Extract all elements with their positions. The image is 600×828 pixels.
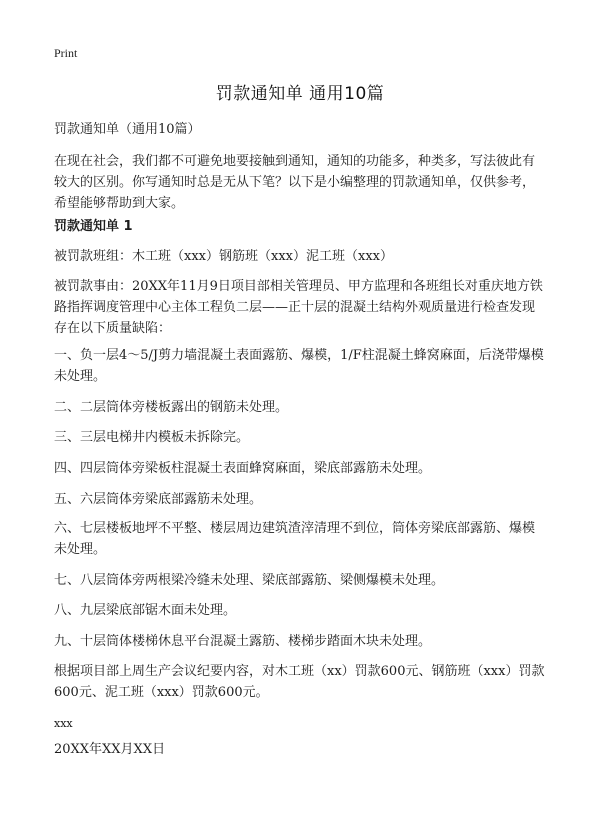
intro-paragraph: 在现在社会，我们都不可避免地要接触到通知，通知的功能多，种类多，写法彼此有较大的区别。你写通知时总是无从下笔？以下是小编整理的罚款通知单，仅供参考，希望能够帮助到大家。: [54, 154, 536, 211]
defect-item: 八、九层梁底部锯木面未处理。: [54, 603, 237, 618]
signature: xxx: [54, 717, 73, 730]
document-date: 20XX年XX月XX日: [54, 742, 166, 757]
penalized-teams: 被罚款班组：木工班（xxx）钢筋班（xxx）泥工班（xxx）: [54, 249, 393, 264]
print-label[interactable]: Print: [54, 46, 78, 60]
document-subtitle: 罚款通知单（通用10篇）: [54, 122, 201, 137]
page-title: 罚款通知单 通用10篇: [215, 84, 385, 104]
penalty-reason: 被罚款事由：20XX年11月9日项目部相关管理员、甲方监理和各班组长对重庆地方铁路指挥调度管理中心主体工程负二层——正十层的混凝土结构外观质量进行检查发现存在以下质量缺陷：: [54, 279, 543, 336]
defect-item: 七、八层筒体旁两根梁冷缝未处理、梁底部露筋、梁侧爆模未处理。: [54, 573, 445, 588]
conclusion-paragraph: 根据项目部上周生产会议纪要内容，对木工班（xx）罚款600元、钢筋班（xxx）罚款600元、泥工班（xxx）罚款600元。: [54, 664, 545, 700]
defect-item: 六、七层楼板地坪不平整、楼层周边建筑渣滓清理不到位，筒体旁梁底部露筋、爆模未处理。: [54, 521, 536, 557]
defect-item: 四、四层筒体旁梁板柱混凝土表面蜂窝麻面，梁底部露筋未处理。: [54, 461, 432, 476]
defect-item: 五、六层筒体旁梁底部露筋未处理。: [54, 492, 263, 507]
defect-item: 三、三层电梯井内模板未拆除完。: [54, 430, 250, 445]
defect-item: 一、负一层4～5/J剪力墙混凝土表面露筋、爆模，1/F柱混凝土蜂窝麻面，后浇带爆模未处理。: [54, 348, 544, 384]
defect-item: 二、二层筒体旁楼板露出的钢筋未处理。: [54, 400, 289, 415]
defect-item: 九、十层筒体楼梯休息平台混凝土露筋、楼梯步踏面木块未处理。: [54, 634, 432, 649]
section-heading: 罚款通知单 1: [54, 219, 133, 234]
